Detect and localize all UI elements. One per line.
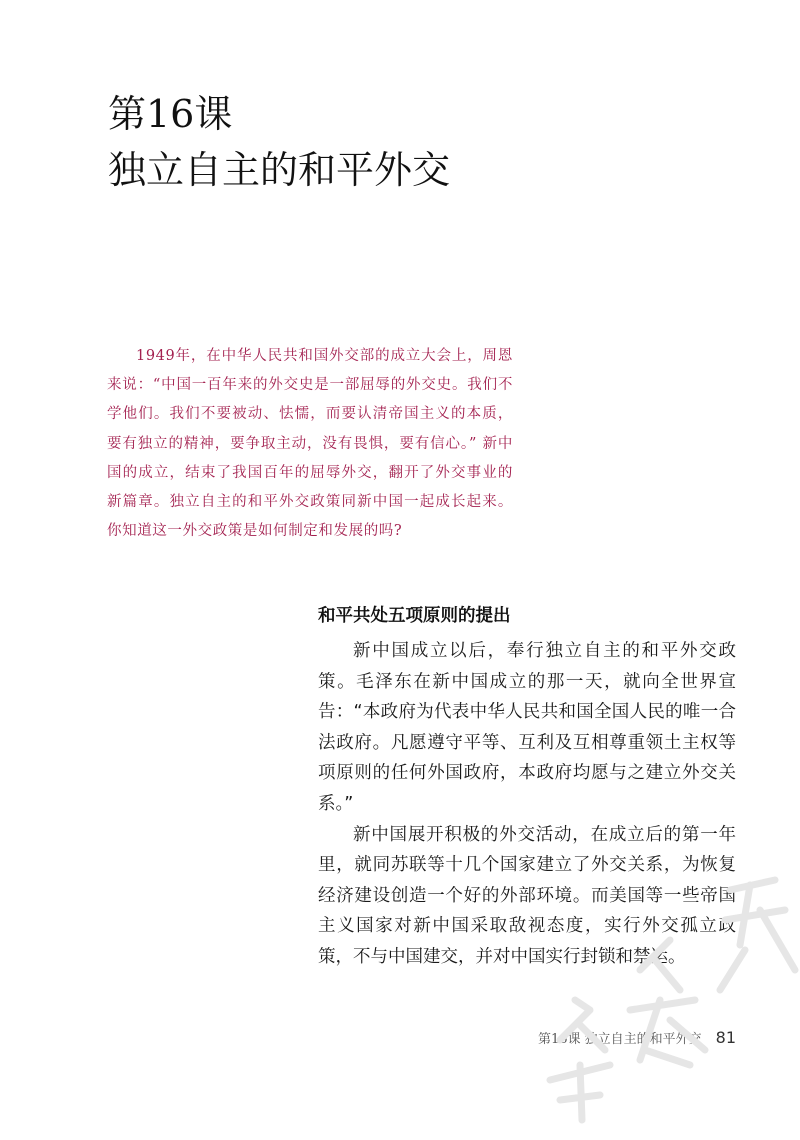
body-paragraph: 新中国成立以后，奉行独立自主的和平外交政策。毛泽东在新中国成立的那一天，就向全世界宣告：“本政府为代表中华人民共和国全国人民的唯一合法政府。凡愿遵守平等、互利及互相尊重领土主权等项原则的任何外国政府，本政府均愿与之建立外交关系。”: [318, 641, 736, 814]
page-number: 81: [715, 1028, 736, 1047]
section-heading: 和平共处五项原则的提出: [318, 606, 511, 626]
page-footer: [538, 1028, 736, 1047]
intro-paragraph: 1949年，在中华人民共和国外交部的成立大会上，周恩来说：“中国一百年来的外交史是一部屈辱的外交史。我们不学他们。我们不要被动、怯懦，而要认清帝国主义的本质，要有独立的精神，要争取主动，没有畏惧，要有信心。” 新中国的成立，结束了我国百年的屈辱外交，翻开了外交事业的新篇章。独立自主的和平外交政策同新中国一起成长起来。你知道这一外交政策是如何制定和发展的吗?: [107, 348, 513, 540]
body-paragraph: 新中国展开积极的外交活动，在成立后的第一年里，就同苏联等十几个国家建立了外交关系，为恢复经济建设创造一个好的外部环境。而美国等一些帝国主义国家对新中国采取敌视态度，实行外交孤立政策，不与中国建交，并对中国实行封锁和禁运。: [318, 824, 736, 967]
section-principles: [318, 602, 736, 973]
lesson-title: [108, 86, 450, 198]
running-title: 第16课 独立自主的和平外交: [537, 1032, 702, 1047]
lesson-number: 第16课: [108, 92, 233, 136]
lesson-name: 独立自主的和平外交: [108, 148, 451, 192]
